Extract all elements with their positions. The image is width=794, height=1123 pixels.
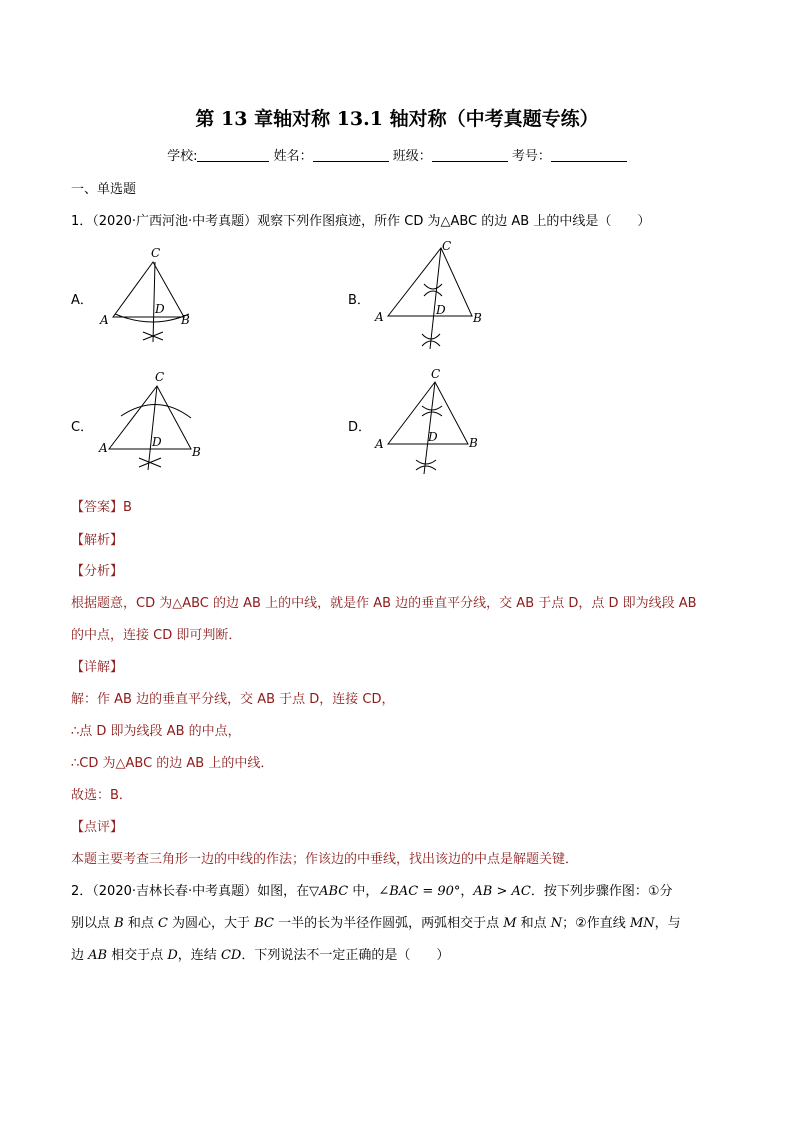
q2-text: ．下列说法不一定正确的是（ ）: [241, 948, 450, 963]
q2-text: ．按下列步骤作图：①分: [530, 884, 673, 899]
lower-arc-cross: [416, 460, 436, 470]
arc-cross: [139, 458, 161, 467]
label-c: C: [151, 246, 161, 260]
detail-line: 故选：B．: [71, 788, 132, 803]
label-a: A: [100, 313, 109, 327]
triangle: [109, 386, 191, 449]
answer-line: [71, 496, 132, 515]
label-d: D: [152, 435, 162, 449]
q2-line1: [71, 880, 673, 899]
label-b: B: [473, 311, 482, 325]
q2-point: C: [157, 916, 168, 931]
detail-line: ∴点 D 即为线段 AB 的中点，: [71, 724, 241, 739]
q2-segment: BC: [254, 916, 274, 931]
analysis-tag: 【解析】: [71, 533, 124, 548]
comment-text: 本题主要考查三角形一边的中线的作法；作该边的中垂线，找出该边的中点是解题关键．: [71, 852, 579, 867]
q2-triangle: ▽ABC: [309, 884, 349, 899]
fenxi-text-line2: 的中点，连接 CD 即可判断．: [71, 628, 242, 643]
q1-option-d-label: D．: [348, 420, 372, 435]
triangle: [388, 248, 472, 316]
school-label: 学校:: [167, 149, 198, 164]
q1-option-b-label: B．: [348, 293, 370, 308]
answer-value: B: [123, 500, 132, 515]
class-label: 班级：: [392, 149, 432, 164]
q2-text: ，连结: [177, 948, 221, 963]
q2-point: N: [550, 916, 563, 931]
q2-segment: MN: [629, 916, 655, 931]
label-b: B: [181, 313, 190, 327]
q2-text: 相交于点: [107, 948, 168, 963]
q1-option-b-figure: [370, 236, 495, 354]
q2-text: 边: [71, 948, 89, 963]
label-d: D: [428, 430, 438, 444]
label-c: C: [442, 239, 452, 253]
detail-line: 解：作 AB 边的垂直平分线，交 AB 于点 D，连接 CD，: [71, 692, 395, 707]
q2-text: 一半的长为半径作圆弧，两弧相交于点: [273, 916, 504, 931]
arc: [115, 314, 189, 322]
q2-line3: [71, 944, 449, 963]
q1-option-a-figure: [95, 240, 205, 355]
student-info-line: [0, 145, 794, 164]
q1-option-d-figure: [372, 364, 492, 479]
answer-tag: 【答案】: [71, 500, 124, 515]
construction-line: [148, 386, 157, 470]
q2-text: 中，: [348, 884, 379, 899]
page-title: 第 13 章轴对称 13.1 轴对称（中考真题专练）: [195, 108, 599, 130]
q2-point: B: [114, 916, 124, 931]
name-blank: [313, 148, 389, 162]
q1-option-c-figure: [95, 368, 220, 478]
perpendicular-bisector: [430, 248, 441, 349]
q2-point: M: [503, 916, 517, 931]
q2-text: 为圆心，大于: [167, 916, 255, 931]
name-label: 姓名：: [273, 149, 313, 164]
label-c: C: [155, 370, 165, 384]
label-d: D: [436, 303, 446, 317]
label-b: B: [192, 445, 201, 459]
q2-segment: AB: [88, 948, 108, 963]
section-heading: 一、单选题: [71, 182, 137, 197]
label-a: A: [99, 441, 108, 455]
exam-no-blank: [551, 148, 627, 162]
q1-stem: 1．（2020·广西河池·中考真题）观察下列作图痕迹，所作 CD 为△ABC 的边 AB 上的中线是（ ）: [71, 214, 651, 229]
label-d: D: [155, 302, 165, 316]
q2-text: ，与: [654, 916, 681, 931]
detail-tag: 【详解】: [71, 660, 124, 675]
q2-angle: ∠BAC = 90°: [378, 884, 461, 899]
detail-line: ∴CD 为△ABC 的边 AB 上的中线．: [71, 756, 274, 771]
arc: [121, 404, 191, 418]
q2-text: 别以点: [71, 916, 115, 931]
exam-no-label: 考号：: [511, 149, 551, 164]
construction-line: [424, 382, 435, 474]
q2-point: D: [167, 948, 178, 963]
q1-option-c-label: C．: [71, 420, 94, 435]
q2-inequality: AB > AC: [473, 884, 531, 899]
comment-tag: 【点评】: [71, 820, 124, 835]
q2-text: 和点: [516, 916, 551, 931]
label-c: C: [431, 367, 441, 381]
triangle: [113, 262, 184, 317]
q2-source: 2．（2020·吉林长春·中考真题）如图，在: [71, 884, 310, 899]
q1-option-a-label: A．: [71, 293, 93, 308]
q2-segment: CD: [220, 948, 242, 963]
class-blank: [432, 148, 508, 162]
q2-line2: [71, 912, 681, 931]
school-blank: [197, 148, 269, 162]
q2-text: 和点: [123, 916, 158, 931]
fenxi-tag: 【分析】: [71, 564, 124, 579]
upper-arc-cross: [424, 284, 442, 296]
q2-text: ；②作直线: [562, 916, 630, 931]
label-a: A: [375, 310, 384, 324]
label-b: B: [469, 436, 478, 450]
label-a: A: [375, 437, 384, 451]
fenxi-text-line1: 根据题意，CD 为△ABC 的边 AB 上的中线，就是作 AB 边的垂直平分线，交 AB 于点 D，点 D 即为线段 AB: [71, 596, 697, 611]
q2-text: ，: [460, 884, 474, 899]
